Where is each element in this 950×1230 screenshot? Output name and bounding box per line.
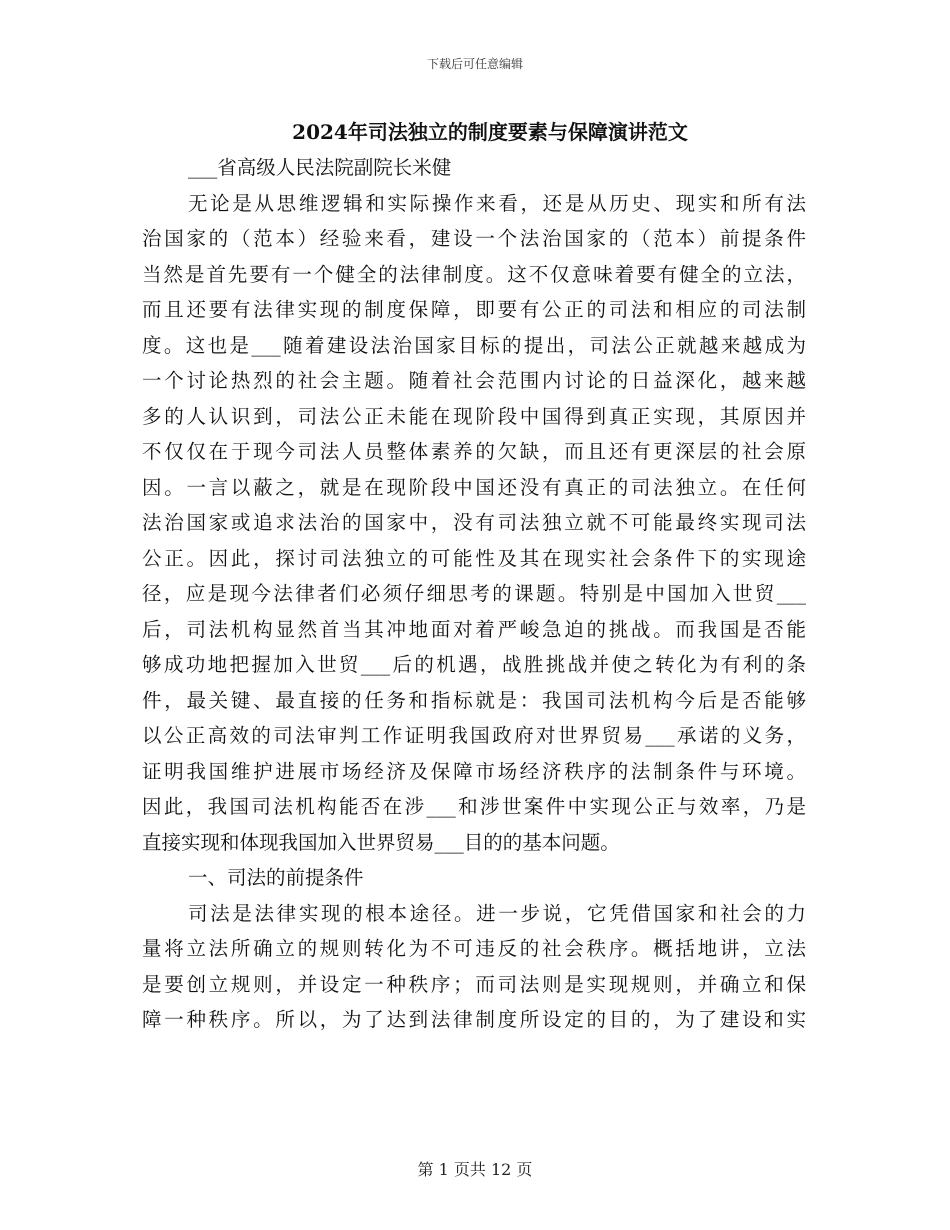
document-body xyxy=(142,150,806,1038)
header-note: 下载后可任意编辑 xyxy=(426,57,523,71)
text-line: 直接实现和体现我国加入世界贸易___目的的基本问题。 xyxy=(142,830,620,854)
text-line: 证明我国维护进展市场经济及保障市场经济秩序的法制条件与环境。 xyxy=(142,759,806,783)
text-line: 司法是法律实现的根本途径。进一步说，它凭借国家和社会的力 xyxy=(188,901,806,925)
text-line: 以公正高效的司法审判工作证明我国政府对世界贸易___承诺的义务， xyxy=(142,724,806,747)
text-line: 法治国家或追求法治的国家中，没有司法独立就不可能最终实现司法 xyxy=(142,511,806,534)
text-line: 一个讨论热烈的社会主题。随着社会范围内讨论的日益深化，越来越 xyxy=(142,369,806,392)
page-footer: 第 1 页共 12 页 xyxy=(417,1160,533,1179)
document-title: 2024年司法独立的制度要素与保障演讲范文 xyxy=(292,120,688,144)
text-line: 不仅仅在于现今司法人员整体素养的欠缺，而且还有更深层的社会原 xyxy=(142,440,806,463)
text-line: 障一种秩序。所以，为了达到法律制度所设定的目的，为了建设和实 xyxy=(142,1008,806,1031)
text-line: 而且还要有法律实现的制度保障，即要有公正的司法和相应的司法制 xyxy=(142,298,806,321)
text-line: 后，司法机构显然首当其冲地面对着严峻急迫的挑战。而我国是否能 xyxy=(142,617,806,641)
text-line: 一、司法的前提条件 xyxy=(188,866,364,889)
text-line: 无论是从思维逻辑和实际操作来看，还是从历史、现实和所有法 xyxy=(188,191,806,215)
text-line: 多的人认识到，司法公正未能在现阶段中国得到真正实现，其原因并 xyxy=(142,404,806,428)
text-line: 因此，我国司法机构能否在涉___和涉世案件中实现公正与效率，乃是 xyxy=(142,795,806,818)
text-line: 是要创立规则，并设定一种秩序；而司法则是实现规则，并确立和保 xyxy=(142,972,806,996)
text-line: 量将立法所确立的规则转化为不可违反的社会秩序。概括地讲，立法 xyxy=(142,937,806,960)
text-line: 因。一言以蔽之，就是在现阶段中国还没有真正的司法独立。在任何 xyxy=(142,475,806,499)
text-line: 够成功地把握加入世贸___后的机遇，战胜挑战并使之转化为有利的条 xyxy=(142,653,806,676)
text-line: 度。这也是___随着建设法治国家目标的提出，司法公正就越来越成为 xyxy=(142,333,806,357)
text-line: 件，最关键、最直接的任务和指标就是：我国司法机构今后是否能够 xyxy=(142,688,806,712)
text-line: 径，应是现今法律者们必须仔细思考的课题。特别是中国加入世贸___ xyxy=(142,582,806,605)
text-line: 当然是首先要有一个健全的法律制度。这不仅意味着要有健全的立法， xyxy=(142,262,806,286)
text-line: 公正。因此，探讨司法独立的可能性及其在现实社会条件下的实现途 xyxy=(142,546,806,570)
text-line: ___省高级人民法院副院长米健 xyxy=(188,156,452,179)
text-line: 治国家的（范本）经验来看，建设一个法治国家的（范本）前提条件 xyxy=(142,227,806,250)
